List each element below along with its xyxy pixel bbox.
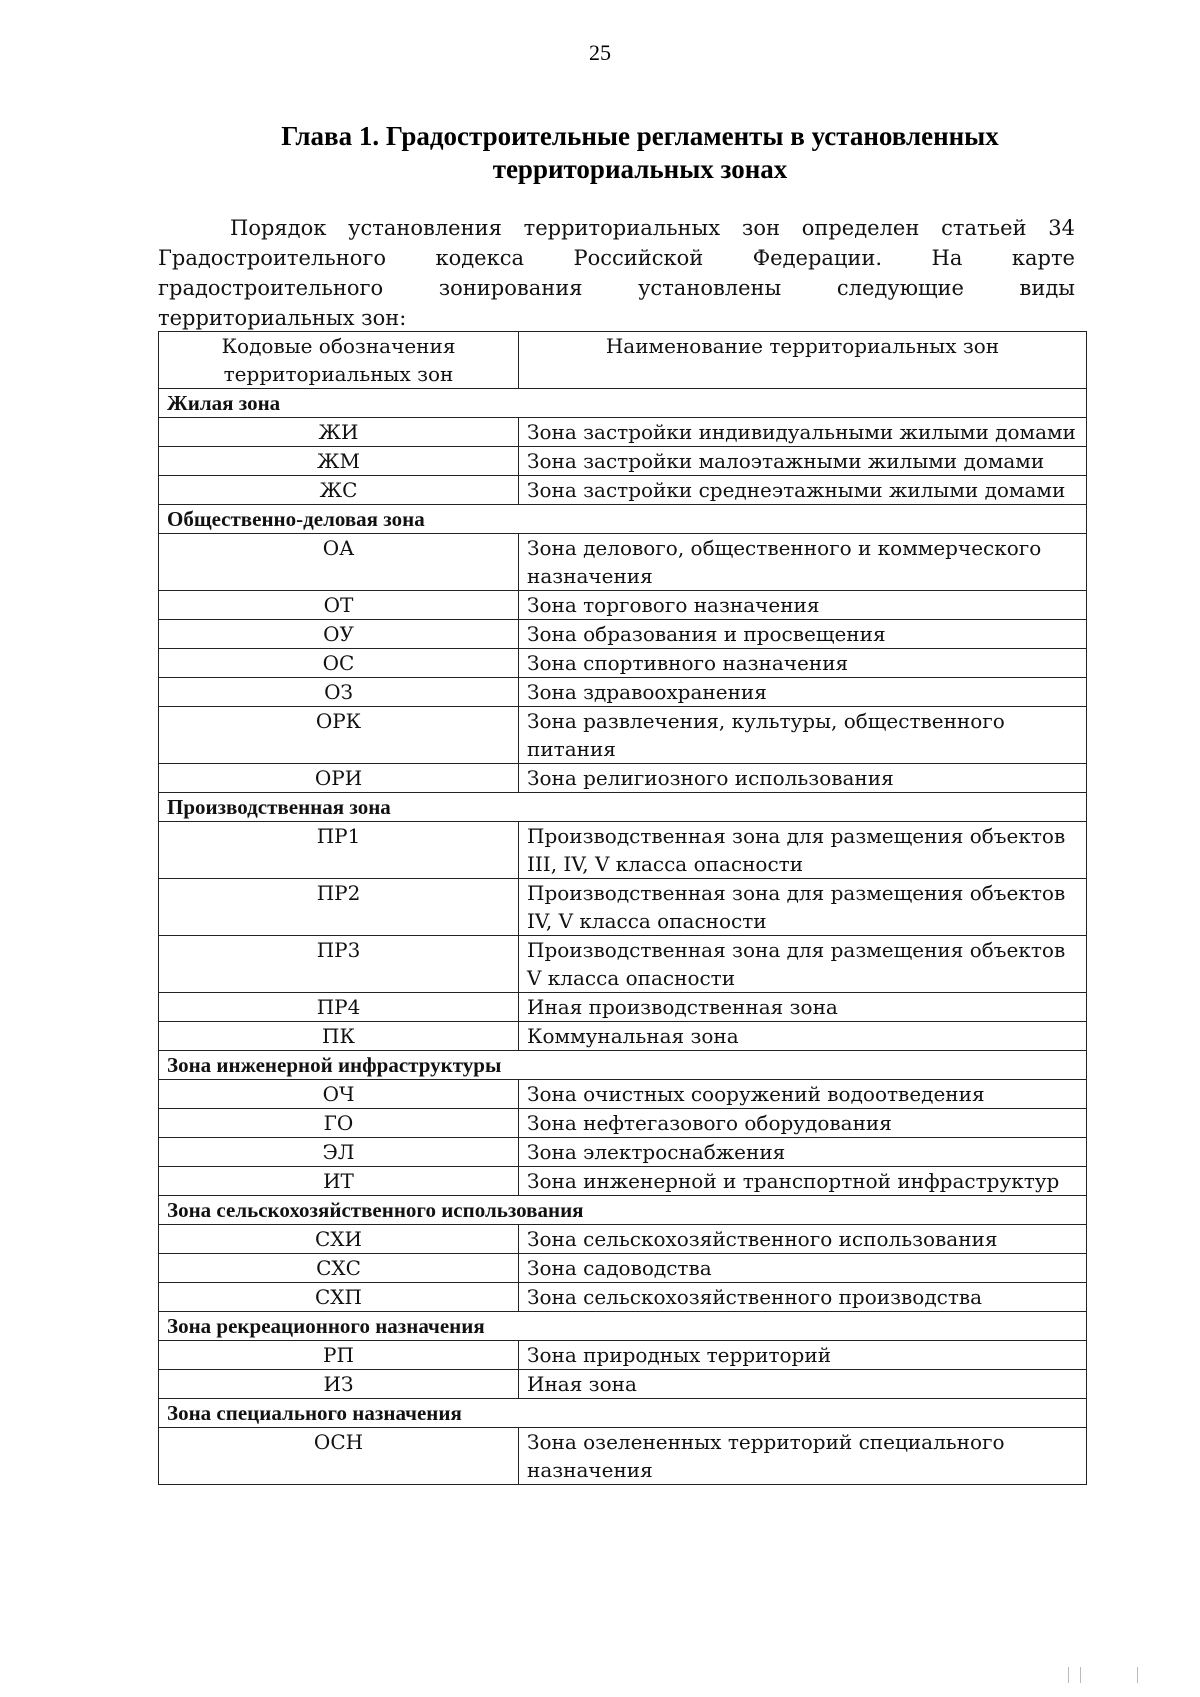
- table-row: [159, 879, 1087, 936]
- zone-code: ПР2: [159, 879, 519, 936]
- zone-group-title: Зона специального назначения: [159, 1399, 1087, 1428]
- zone-name: Зона застройки среднеэтажными жилыми домами: [519, 476, 1087, 505]
- zone-name: Зона нефтегазового оборудования: [519, 1109, 1087, 1138]
- zone-name: Производственная зона для размещения объектов III, IV, V класса опасности: [519, 822, 1087, 879]
- zone-group-row: [159, 1399, 1087, 1428]
- zone-group-row: [159, 793, 1087, 822]
- zone-group-row: [159, 1196, 1087, 1225]
- intro-paragraph: Порядок установления территориальных зон определен статьей 34 Градостроительного кодекса Российской Федерации. На карте градостроительного зонирования установлены следующие виды территориальных зон:: [158, 216, 1075, 330]
- scan-artifact: [1080, 1667, 1081, 1683]
- table-row: [159, 1428, 1087, 1485]
- zone-group-title: Зона рекреационного назначения: [159, 1312, 1087, 1341]
- zone-name: Зона здравоохранения: [519, 678, 1087, 707]
- table-row: [159, 534, 1087, 591]
- zone-name: Зона застройки малоэтажными жилыми домами: [519, 447, 1087, 476]
- table-row: [159, 1167, 1087, 1196]
- table-row: [159, 1283, 1087, 1312]
- zone-group-title: Зона сельскохозяйственного использования: [159, 1196, 1087, 1225]
- zone-code: ОА: [159, 534, 519, 591]
- zone-group-title: Производственная зона: [159, 793, 1087, 822]
- zone-code: РП: [159, 1341, 519, 1370]
- table-row: [159, 936, 1087, 993]
- table-row: [159, 1254, 1087, 1283]
- zone-name: Зона делового, общественного и коммерческого назначения: [519, 534, 1087, 591]
- zone-code: ОРИ: [159, 764, 519, 793]
- zone-code: ПР4: [159, 993, 519, 1022]
- zone-code: СХИ: [159, 1225, 519, 1254]
- zone-code: ИТ: [159, 1167, 519, 1196]
- zone-group-row: [159, 1312, 1087, 1341]
- zone-code: ПР1: [159, 822, 519, 879]
- header-code: Кодовые обозначения территориальных зон: [159, 332, 519, 389]
- zone-group-title: Жилая зона: [159, 389, 1087, 418]
- table-row: [159, 418, 1087, 447]
- zone-name: Зона очистных сооружений водоотведения: [519, 1080, 1087, 1109]
- zone-group-title: Общественно-деловая зона: [159, 505, 1087, 534]
- zone-group-title: Зона инженерной инфраструктуры: [159, 1051, 1087, 1080]
- zone-name: Зона сельскохозяйственного производства: [519, 1283, 1087, 1312]
- zone-code: ЖИ: [159, 418, 519, 447]
- chapter-title-line-1: Глава 1. Градостроительные регламенты в установленных: [281, 121, 999, 151]
- zone-name: Коммунальная зона: [519, 1022, 1087, 1051]
- zone-code: ИЗ: [159, 1370, 519, 1399]
- zone-code: ЖМ: [159, 447, 519, 476]
- table-row: [159, 764, 1087, 793]
- page-number: 25: [589, 40, 611, 65]
- table-row: [159, 1138, 1087, 1167]
- scan-artifact: [1068, 1667, 1069, 1683]
- zone-code: ОУ: [159, 620, 519, 649]
- table-row: [159, 476, 1087, 505]
- zone-code: ОРК: [159, 707, 519, 764]
- table-row: [159, 1109, 1087, 1138]
- table-row: [159, 591, 1087, 620]
- table-row: [159, 822, 1087, 879]
- zone-code: ОЗ: [159, 678, 519, 707]
- table-row: [159, 447, 1087, 476]
- zone-code: ОС: [159, 649, 519, 678]
- zone-name: Зона инженерной и транспортной инфраструктур: [519, 1167, 1087, 1196]
- zone-name: Зона электроснабжения: [519, 1138, 1087, 1167]
- zone-code: ГО: [159, 1109, 519, 1138]
- zone-code: ЭЛ: [159, 1138, 519, 1167]
- zone-group-row: [159, 505, 1087, 534]
- table-row: [159, 1341, 1087, 1370]
- zone-name: Иная производственная зона: [519, 993, 1087, 1022]
- table-row: [159, 649, 1087, 678]
- zone-name: Зона садоводства: [519, 1254, 1087, 1283]
- zone-name: Производственная зона для размещения объектов V класса опасности: [519, 936, 1087, 993]
- zone-name: Иная зона: [519, 1370, 1087, 1399]
- zone-name: Зона озелененных территорий специального назначения: [519, 1428, 1087, 1485]
- zone-code: ПР3: [159, 936, 519, 993]
- zone-name: Зона застройки индивидуальными жилыми домами: [519, 418, 1087, 447]
- zones-table: [158, 331, 1087, 1485]
- zone-name: Зона спортивного назначения: [519, 649, 1087, 678]
- table-row: [159, 993, 1087, 1022]
- zone-code: СХП: [159, 1283, 519, 1312]
- scan-artifact: [1137, 1667, 1138, 1683]
- zone-name: Зона религиозного использования: [519, 764, 1087, 793]
- zone-name: Производственная зона для размещения объектов IV, V класса опасности: [519, 879, 1087, 936]
- table-row: [159, 620, 1087, 649]
- table-row: [159, 1022, 1087, 1051]
- zone-group-row: [159, 389, 1087, 418]
- zone-code: ОЧ: [159, 1080, 519, 1109]
- zones-table-body: [159, 389, 1087, 1485]
- header-name: Наименование территориальных зон: [519, 332, 1087, 389]
- table-row: [159, 678, 1087, 707]
- zone-code: ОТ: [159, 591, 519, 620]
- zone-name: Зона торгового назначения: [519, 591, 1087, 620]
- zone-code: ПК: [159, 1022, 519, 1051]
- chapter-title: [200, 120, 1080, 186]
- zone-name: Зона природных территорий: [519, 1341, 1087, 1370]
- zone-code: ЖС: [159, 476, 519, 505]
- table-row: [159, 1370, 1087, 1399]
- zone-code: ОСН: [159, 1428, 519, 1485]
- table-row: [159, 1080, 1087, 1109]
- table-row: [159, 707, 1087, 764]
- table-row: [159, 1225, 1087, 1254]
- zone-group-row: [159, 1051, 1087, 1080]
- zone-code: СХС: [159, 1254, 519, 1283]
- zone-name: Зона сельскохозяйственного использования: [519, 1225, 1087, 1254]
- table-header-row: [159, 332, 1087, 389]
- zone-name: Зона развлечения, культуры, общественного питания: [519, 707, 1087, 764]
- zone-name: Зона образования и просвещения: [519, 620, 1087, 649]
- chapter-title-line-2: территориальных зонах: [492, 154, 788, 184]
